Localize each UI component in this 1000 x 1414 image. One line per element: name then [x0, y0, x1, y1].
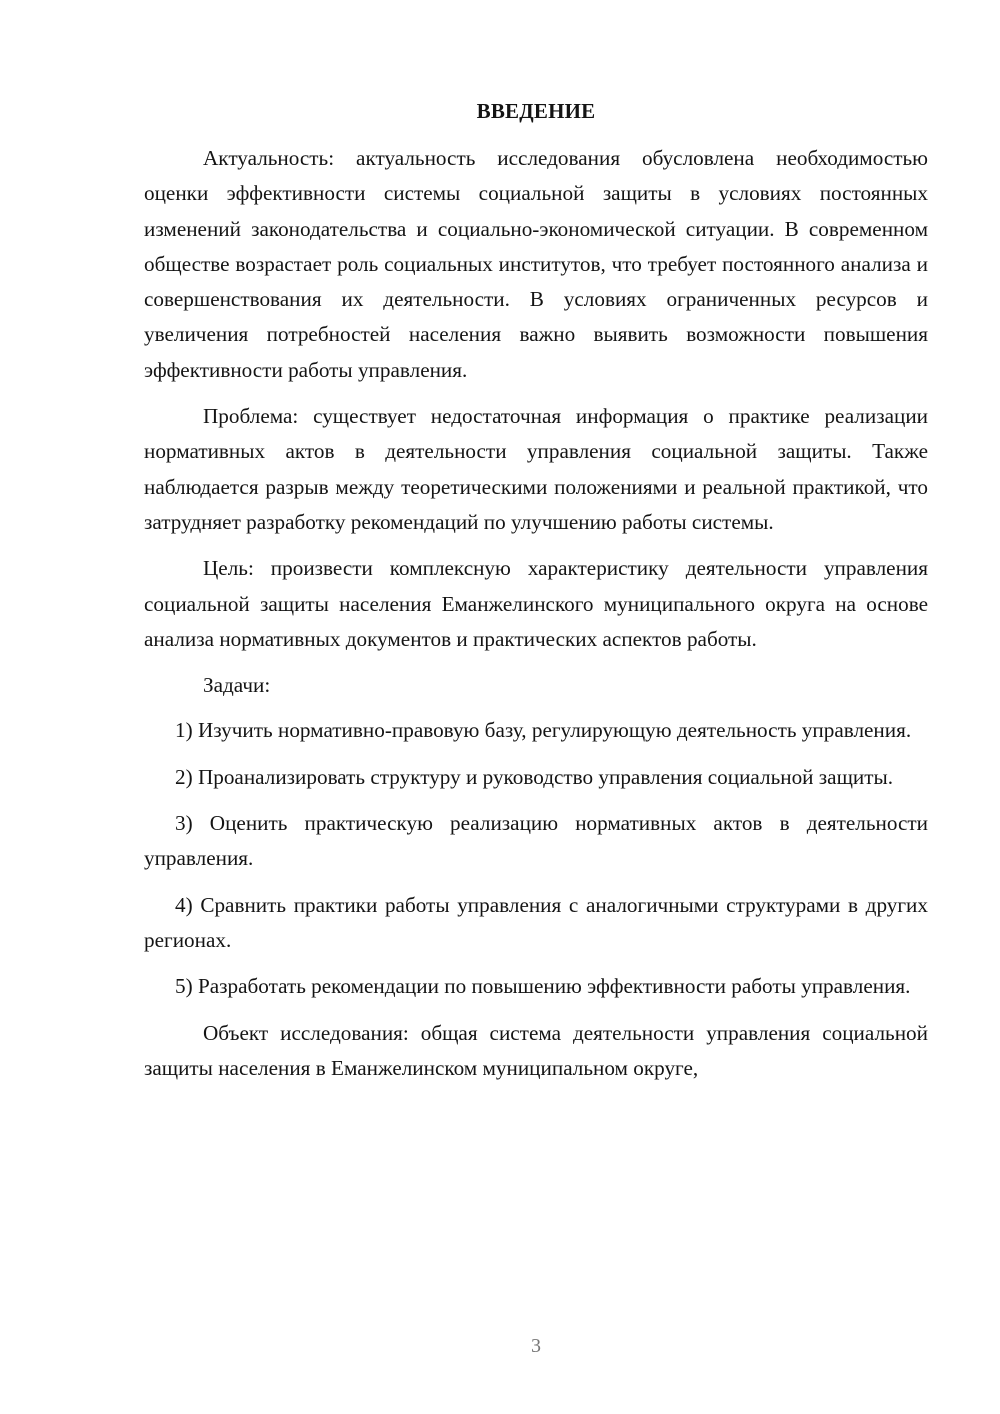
task-item-5: 5) Разработать рекомендации по повышению эффективности работы управления.: [175, 974, 911, 999]
task-item-2: 2) Проанализировать структуру и руководство управления социальной защиты.: [175, 764, 894, 789]
paragraph-object: Объект исследования: общая система деятельности управления социальной защиты населения в Еманжелинском муниципальном округе,: [144, 1020, 928, 1080]
paragraph-goal: Цель: произвести комплексную характеристику деятельности управления социальной защиты населения Еманжелинского муниципального округа на основе анализа нормативных документов и практических аспектов работы.: [144, 556, 928, 651]
task-item-4: 4) Сравнить практики работы управления с аналогичными структурами в других регионах.: [144, 892, 928, 952]
task-item-1: 1) Изучить нормативно-правовую базу, регулирующую деятельность управления.: [175, 718, 912, 743]
page-number: 3: [531, 1335, 541, 1357]
task-item-3: 3) Оценить практическую реализацию нормативных актов в деятельности управления.: [144, 811, 928, 871]
section-title: ВВЕДЕНИЕ: [476, 99, 596, 123]
page-content: [144, 96, 928, 1097]
tasks-heading: Задачи:: [203, 673, 271, 698]
paragraph-relevance: Актуальность: актуальность исследования обусловлена необходимостью оценки эффективности системы социальной защиты в условиях постоянных изменений законодательства и социально-экономической ситуации. В современном обществе возрастает роль социальных институтов, что требует постоянного анализа и совершенствования их деятельности. В условиях ограниченных ресурсов и увеличения потребностей населения важно выявить возможности повышения эффективности работы управления.: [144, 146, 928, 382]
paragraph-problem: Проблема: существует недостаточная информация о практике реализации нормативных актов в деятельности управления социальной защиты. Также наблюдается разрыв между теоретическими положениями и реальной практикой, что затрудняет разработку рекомендаций по улучшению работы системы.: [144, 404, 928, 534]
